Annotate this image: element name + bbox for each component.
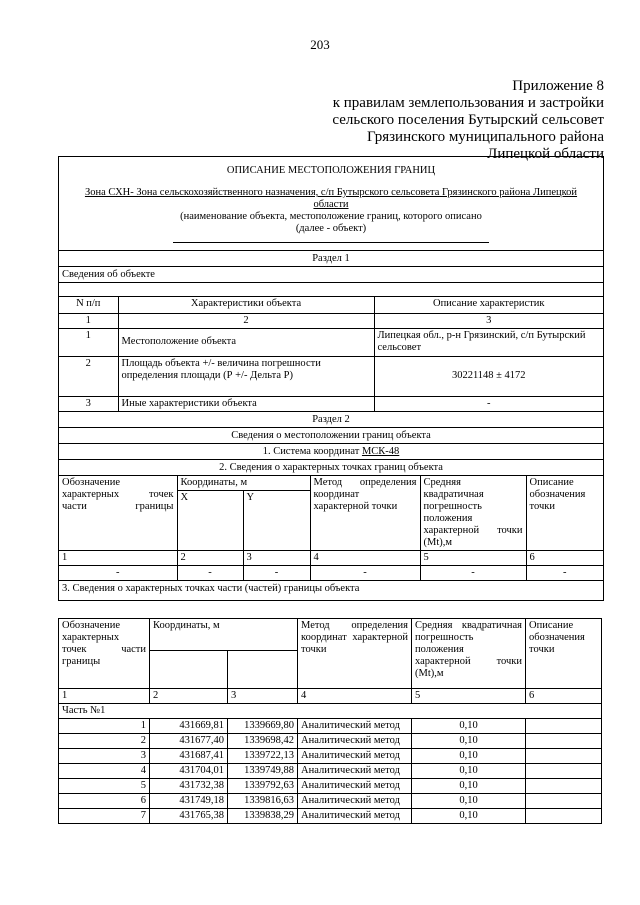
point-description bbox=[526, 734, 602, 749]
point-x: 431749,18 bbox=[150, 794, 228, 809]
column-number: 1 bbox=[59, 550, 177, 565]
points-title: 2. Сведения о характерных точках границ объекта bbox=[59, 460, 603, 476]
point-method: Аналитический метод bbox=[298, 809, 412, 824]
header-x: X bbox=[177, 490, 243, 550]
point-error: 0,10 bbox=[412, 719, 526, 734]
point-description bbox=[526, 779, 602, 794]
point-error: 0,10 bbox=[412, 809, 526, 824]
column-number: 5 bbox=[420, 550, 526, 565]
row-characteristic: Площадь объекта +/- величина погрешности определения площади (Р +/- Дельта Р) bbox=[118, 356, 374, 396]
spacer-row bbox=[59, 283, 603, 297]
table-row bbox=[59, 794, 602, 809]
header-designation: Обозначение характерных точек части границы bbox=[59, 476, 177, 551]
header-x-empty bbox=[150, 651, 228, 689]
coordinate-system-name: МСК-48 bbox=[361, 445, 400, 457]
empty-value: - bbox=[310, 565, 420, 580]
part-label: Часть №1 bbox=[59, 704, 602, 719]
table-row bbox=[59, 719, 602, 734]
point-method: Аналитический метод bbox=[298, 764, 412, 779]
table-row bbox=[59, 734, 602, 749]
empty-value: - bbox=[243, 565, 310, 580]
row-number: 1 bbox=[59, 328, 118, 356]
coordinate-system-prefix: 1. Система координат bbox=[262, 445, 362, 457]
row-value: - bbox=[374, 396, 603, 411]
point-method: Аналитический метод bbox=[298, 794, 412, 809]
column-number: 4 bbox=[298, 689, 412, 704]
table-row bbox=[59, 396, 603, 411]
column-number: 2 bbox=[118, 313, 374, 328]
point-x: 431677,40 bbox=[150, 734, 228, 749]
point-error: 0,10 bbox=[412, 794, 526, 809]
point-error: 0,10 bbox=[412, 749, 526, 764]
point-description bbox=[526, 809, 602, 824]
point-x: 431704,01 bbox=[150, 764, 228, 779]
point-number: 1 bbox=[59, 719, 150, 734]
point-y: 1339722,13 bbox=[228, 749, 298, 764]
point-number: 6 bbox=[59, 794, 150, 809]
column-number: 1 bbox=[59, 689, 150, 704]
point-y: 1339749,88 bbox=[228, 764, 298, 779]
table-row bbox=[59, 764, 602, 779]
point-error: 0,10 bbox=[412, 764, 526, 779]
parts-title: 3. Сведения о характерных точках части (частей) границы объекта bbox=[62, 582, 360, 594]
empty-value: - bbox=[177, 565, 243, 580]
appendix-header bbox=[332, 78, 604, 163]
column-number: 6 bbox=[526, 689, 602, 704]
header-point-description: Описание обозначения точки bbox=[526, 619, 602, 689]
row-number: 2 bbox=[59, 356, 118, 396]
point-number: 2 bbox=[59, 734, 150, 749]
point-x: 431687,41 bbox=[150, 749, 228, 764]
point-y: 1339669,80 bbox=[228, 719, 298, 734]
signature-line bbox=[173, 242, 489, 243]
point-x: 431669,81 bbox=[150, 719, 228, 734]
object-name: Зона СХН- Зона сельскохозяйственного назначения, с/п Бутырского сельсовета Грязинского района Липецкой области bbox=[84, 187, 578, 210]
document-title: ОПИСАНИЕ МЕСТОПОЛОЖЕНИЯ ГРАНИЦ bbox=[226, 165, 436, 176]
column-number: 3 bbox=[243, 550, 310, 565]
header-method: Метод определения координат характерной точки bbox=[310, 476, 420, 551]
coordinate-system bbox=[59, 444, 603, 460]
column-number: 5 bbox=[412, 689, 526, 704]
point-error: 0,10 bbox=[412, 779, 526, 794]
column-number: 3 bbox=[374, 313, 603, 328]
point-method: Аналитический метод bbox=[298, 719, 412, 734]
section2-title: Раздел 2 bbox=[59, 412, 603, 428]
header-y-empty bbox=[228, 651, 298, 689]
point-number: 5 bbox=[59, 779, 150, 794]
row-value: 30221148 ± 4172 bbox=[374, 356, 603, 396]
table-row bbox=[59, 749, 602, 764]
header-characteristic: Характеристики объекта bbox=[118, 297, 374, 313]
object-info-table bbox=[59, 297, 603, 412]
header-designation: Обозначение характерных точек части границы bbox=[59, 619, 150, 689]
row-number: 3 bbox=[59, 396, 118, 411]
point-description bbox=[526, 749, 602, 764]
point-y: 1339698,42 bbox=[228, 734, 298, 749]
appendix-line: сельского поселения Бутырский сельсовет bbox=[332, 112, 604, 128]
appendix-line: Грязинского муниципального района bbox=[367, 129, 604, 145]
appendix-line: Липецкой области bbox=[487, 146, 604, 162]
column-number: 6 bbox=[526, 550, 603, 565]
column-number: 4 bbox=[310, 550, 420, 565]
point-description bbox=[526, 794, 602, 809]
column-number: 1 bbox=[59, 313, 118, 328]
table-row bbox=[59, 809, 602, 824]
point-x: 431732,38 bbox=[150, 779, 228, 794]
point-method: Аналитический метод bbox=[298, 734, 412, 749]
section1-subtitle: Сведения об объекте bbox=[59, 267, 603, 283]
document-header bbox=[59, 157, 603, 251]
page-number: 203 bbox=[310, 37, 330, 52]
row-characteristic: Иные характеристики объекта bbox=[118, 396, 374, 411]
header-y: Y bbox=[243, 490, 310, 550]
part-points-table bbox=[58, 618, 602, 824]
header-number: N п/п bbox=[59, 297, 118, 313]
appendix-line: к правилам землепользования и застройки bbox=[332, 95, 604, 111]
point-number: 3 bbox=[59, 749, 150, 764]
header-description: Описание характеристик bbox=[374, 297, 603, 313]
boundary-description-form bbox=[58, 156, 604, 601]
point-y: 1339838,29 bbox=[228, 809, 298, 824]
table-row bbox=[59, 565, 603, 580]
point-method: Аналитический метод bbox=[298, 779, 412, 794]
point-method: Аналитический метод bbox=[298, 749, 412, 764]
table-row bbox=[59, 356, 603, 396]
point-description bbox=[526, 719, 602, 734]
row-characteristic: Местоположение объекта bbox=[118, 328, 374, 356]
empty-value: - bbox=[59, 565, 177, 580]
section2-subtitle: Сведения о местоположении границ объекта bbox=[59, 428, 603, 444]
header-method: Метод определения координат характерной точки bbox=[298, 619, 412, 689]
header-coordinates: Координаты, м bbox=[177, 476, 310, 491]
row-value: Липецкая обл., р-н Грязинский, с/п Бутырский сельсовет bbox=[374, 328, 603, 356]
point-y: 1339792,63 bbox=[228, 779, 298, 794]
section1-title: Раздел 1 bbox=[59, 251, 603, 267]
appendix-line: Приложение 8 bbox=[512, 78, 604, 94]
column-number: 2 bbox=[177, 550, 243, 565]
header-error: Средняя квадратичная погрешность положения характерной точки (Mt),м bbox=[412, 619, 526, 689]
point-number: 7 bbox=[59, 809, 150, 824]
object-note-2: (далее - объект) bbox=[295, 223, 367, 234]
empty-value: - bbox=[420, 565, 526, 580]
column-number: 3 bbox=[228, 689, 298, 704]
point-y: 1339816,63 bbox=[228, 794, 298, 809]
table-row bbox=[59, 328, 603, 356]
point-x: 431765,38 bbox=[150, 809, 228, 824]
point-description bbox=[526, 764, 602, 779]
point-error: 0,10 bbox=[412, 734, 526, 749]
column-number: 2 bbox=[150, 689, 228, 704]
object-note: (наименование объекта, местоположение границ, которого описано bbox=[180, 211, 482, 222]
header-coordinates: Координаты, м bbox=[150, 619, 298, 651]
boundary-points-table bbox=[59, 476, 603, 581]
table-row bbox=[59, 779, 602, 794]
empty-value: - bbox=[526, 565, 603, 580]
point-number: 4 bbox=[59, 764, 150, 779]
header-error: Средняя квадратичная погрешность положения характерной точки (Mt),м bbox=[420, 476, 526, 551]
header-point-description: Описание обозначения точки bbox=[526, 476, 603, 551]
